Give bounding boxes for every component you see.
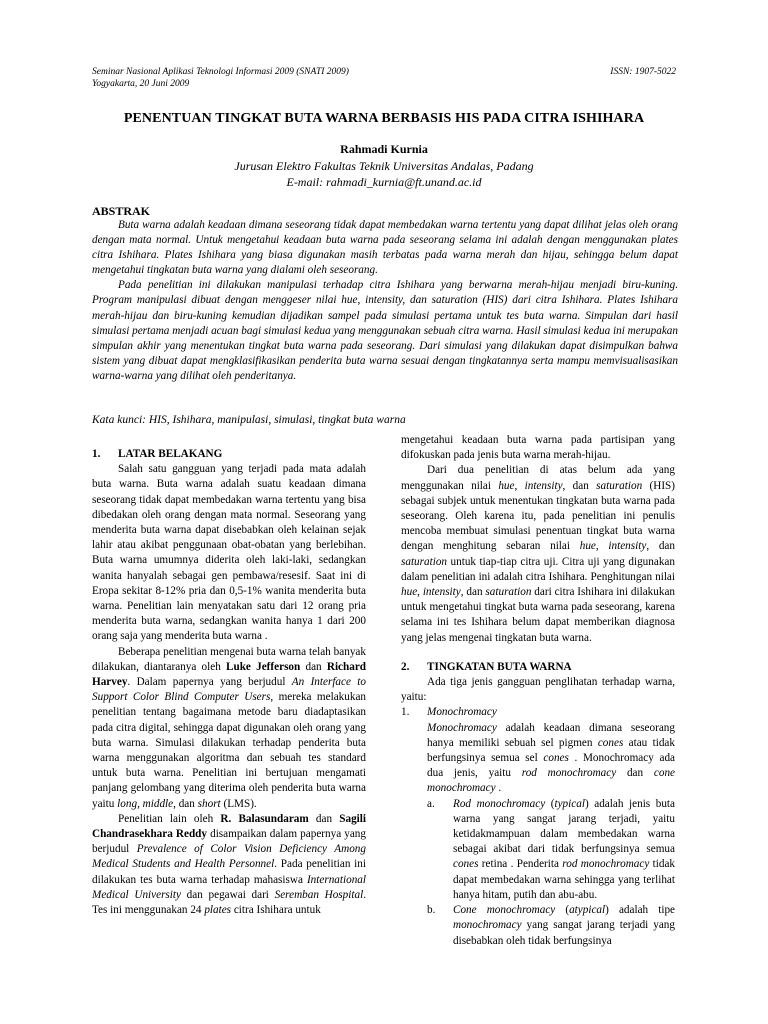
section-title: TINGKATAN BUTA WARNA (427, 660, 572, 673)
section-title: LATAR BELAKANG (118, 448, 223, 460)
author-affiliation (0, 158, 768, 190)
paragraph: Ada tiga jenis gangguan penglihatan terhadap warna, yaitu: (401, 676, 675, 704)
abstract-paragraph: Pada penelitian ini dilakukan manipulasi terhadap citra Ishihara yang berwarna merah-hijau menjadi biru-kuning. Program manipulasi dibuat dengan menggeser nilai hue, intensity, dan saturation (HIS) dari citra Ishihara. Plates Ishihara merah-hijau dan biru-kuning kemudian dijadikan sampel pada simulasi pertama untuk tes buta warna. Simpulan dari hasil simulasi pertama menjadi acuan bagi simulasi kedua yang menggunakan sebuah citra warna. Hasil simulasi kedua ini merupakan simpulan akhir yang menentukan tingkat buta warna pada seseorang. Dari simulasi yang dilakukan dapat disimpulkan bahwa sistem yang dibuat dapat mengklasifikasikan penderita buta warna sesuai dengan tingkatannya serta mampu memvisualisasikan warna-warna yang dilihat oleh penderitanya. (92, 279, 678, 382)
right-column (401, 433, 675, 949)
section-heading (401, 660, 675, 675)
paper-title: PENENTUAN TINGKAT BUTA WARNA BERBASIS HIS PADA CITRA ISHIHARA (123, 111, 645, 126)
conference-header (92, 66, 349, 90)
abstract-paragraph: Buta warna adalah keadaan dimana seseorang tidak dapat membedakan warna tertentu yang dapat dilihat jelas oleh orang dengan mata normal. Untuk mengetahui keadaan buta warna pada seseorang selama ini adalah dengan menggunakan plates citra Ishihara. Plates Ishihara yang biasa digunakan masih terbatas pada warna merah dan hijau, sehingga belum dapat mengetahui tingkatan buta warna yang dialami oleh seseorang. (92, 219, 678, 277)
abstract-body (92, 218, 678, 384)
conference-date: Yogyakarta, 20 Juni 2009 (92, 79, 190, 89)
paragraph: Dari dua penelitian di atas belum ada yang menggunakan nilai hue, intensity, dan saturation (HIS) sebagai subjek untuk menentukan tingkatan buta warna pada seseorang. Oleh karena itu, pada penelitian ini penulis mencoba membuat simulasi penentuan tingkat buta warna dengan menghitung sebaran nilai hue, intensity, dan saturation untuk tiap-tiap citra uji. Citra uji yang digunakan dalam penelitian ini adalah citra Ishihara. Penghitungan nilai hue, intensity, dan saturation dari citra Ishihara ini dilakukan untuk mengetahui tingkat buta warna pada seseorang, karena selama ini tes Ishihara belum dapat memberikan diagnosa yang jelas mengenai tingkatan buta warna. (401, 464, 676, 644)
author-name: Rahmadi Kurnia (340, 142, 428, 156)
paragraph: Penelitian lain oleh R. Balasundaram dan Sagili Chandrasekhara Reddy disampaikan dalam papernya yang berjudul Prevalence of Color Vision Deficiency Among Medical Students and Health Personnel. Pada penelitian ini dilakukan tes buta warna terhadap mahasiswa International Medical University dan pegawai dari Seremban Hospital. Tes ini menggunakan 24 plates citra Ishihara untuk (92, 812, 366, 917)
conference-name: Seminar Nasional Aplikasi Teknologi Informasi 2009 (SNATI 2009) (92, 67, 349, 77)
list-item: 1. Monochromacy (401, 706, 497, 719)
left-column (92, 447, 366, 918)
sub-list-item: b. Cone monochromacy (atypical) adalah tipe monochromacy yang sangat jarang terjadi yang disebabkan oleh tidak berfungsinya (427, 904, 675, 947)
paragraph: Salah satu gangguan yang terjadi pada mata adalah buta warna. Buta warna adalah suatu keadaan dimana seseorang tidak dapat membedakan warna tertentu yang bisa dibedakan oleh orang dengan mata normal. Seseorang yang menderita buta warna dapat disebabkan oleh kelainan sejak lahir atau akibat penggunaan obat-obatan yang berlebihan. Buta warna umumnya diderita oleh laki-laki, sedangkan wanita hanyalah sebagai gen pembawa/resesif. Saat ini di Eropa sekitar 8-12% pria dan 0,5-1% wanita menderita buta warna. Penelitian lain menyatakan satu dari 12 orang pria menderita buta warna, sedangkan wanita hanya 1 dari 200 orang saja yang menderita buta warna . (92, 463, 366, 643)
section-heading (92, 447, 366, 462)
affiliation: Jurusan Elektro Fakultas Teknik Universitas Andalas, Padang (234, 159, 534, 173)
paragraph: mengetahui keadaan buta warna pada partisipan yang difokuskan pada jenis buta warna merah-hijau. (401, 434, 675, 462)
section-number: 2. (401, 660, 410, 673)
paragraph: Beberapa penelitian mengenai buta warna telah banyak dilakukan, diantaranya oleh Luke Jefferson dan Richard Harvey. Dalam papernya yang berjudul An Interface to Support Color Blind Computer Users, mereka melakukan penelitian tentang bagaimana metode baru diadaptasikan pada citra digital, sehingga dapat digunakan oleh orang yang buta warna. Simulasi dilakukan terhadap penderita buta warna menggunakan algoritma dan sebuah tes standard untuk buta warna. Penelitian ini bertujuan mengamati panjang gelombang yang diterima oleh penderita buta warna yaitu long, middle, dan short (LMS). (92, 645, 367, 810)
abstract-heading: ABSTRAK (92, 204, 151, 218)
issn: ISSN: 1907-5022 (610, 67, 676, 77)
list-item-body: Monochromacy adalah keadaan dimana seseorang hanya memiliki sebuah sel pigmen cones atau tidak berfungsinya semua sel cones . Monochromacy ada dua jenis, yaitu rod monochromacy dan cone monochromacy . (427, 721, 676, 795)
email: E-mail: rahmadi_kurnia@ft.unand.ac.id (286, 175, 482, 189)
keywords: Kata kunci: HIS, Ishihara, manipulasi, simulasi, tingkat buta warna (92, 414, 406, 426)
section-number: 1. (92, 448, 101, 460)
sub-list-item: a. Rod monochromacy (typical) adalah jenis buta warna yang sangat jarang terjadi, yaitu ketidakmampuan dalam membedakan warna sebagai akibat dari tidak berfungsinya semua cones retina . Penderita rod monochromacy tidak dapat membedakan warna sehingga yang terlihat hanya hitam, putih dan abu-abu. (427, 797, 676, 901)
